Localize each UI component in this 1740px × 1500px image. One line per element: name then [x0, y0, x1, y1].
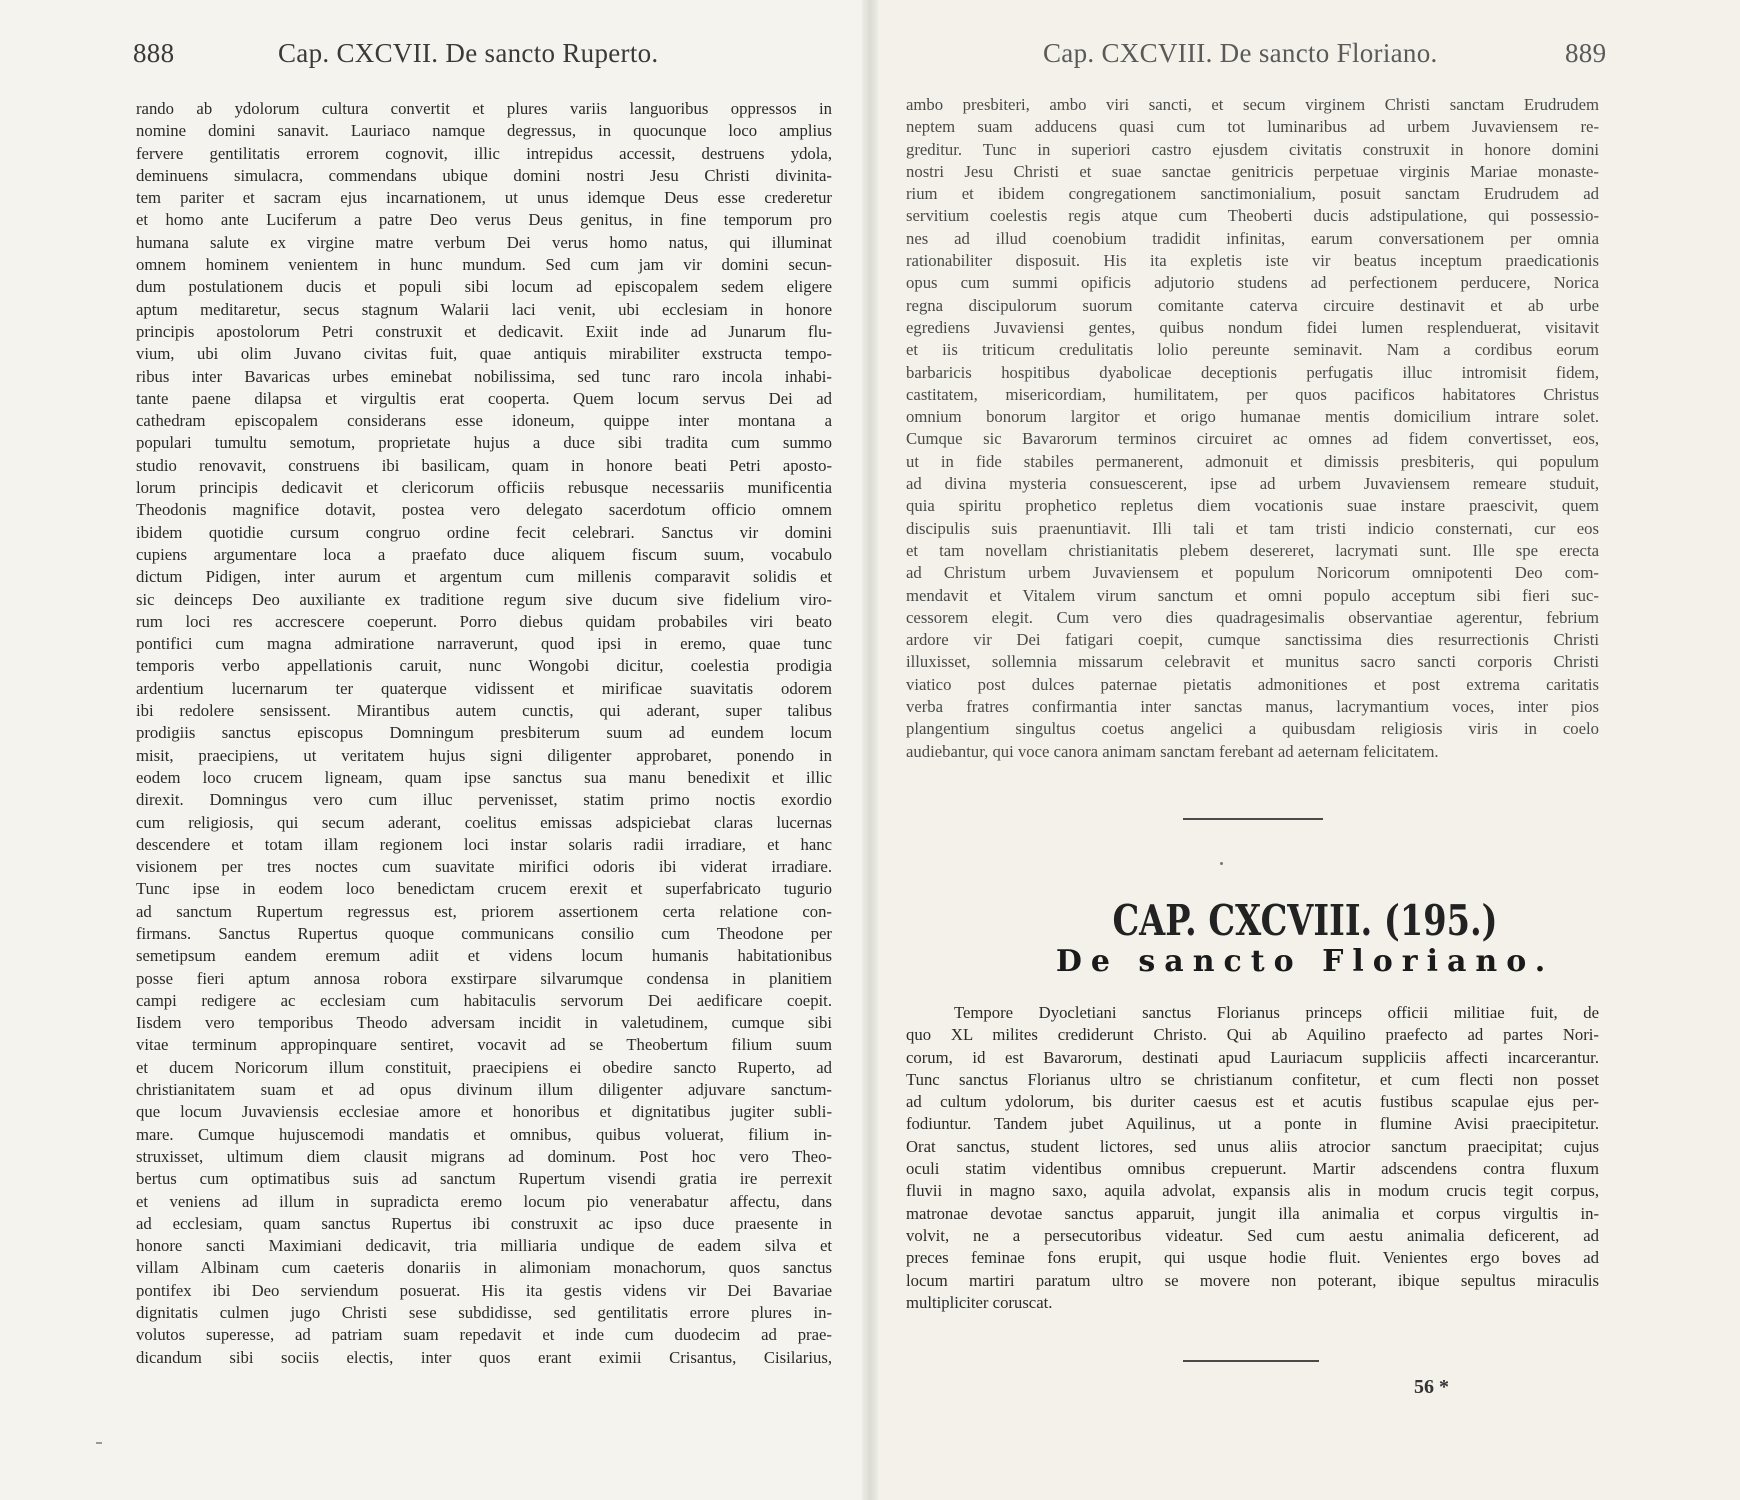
text-line: Theodonis magnifice dotavit, postea vero delegato sacerdotum officio omnem: [136, 500, 832, 520]
text-line: et ducem Noricorum illum constituit, praecipiens ei obedire sancto Ruperto, ad: [136, 1057, 832, 1077]
text-line: mare. Cumque hujuscemodi mandatis et omnibus, quibus voluerat, filium in-: [136, 1124, 832, 1144]
text-line: eodem loco crucem ligneam, quam ipse sanctus sua manu benedixit et illic: [136, 767, 832, 787]
text-line: rum loci res accrescere coeperunt. Porro diebus quidam probabiles viri beato: [136, 611, 832, 631]
text-line: que locum Juvaviensis ecclesiae amore et honoribus et dignitatibus jugiter subli-: [136, 1102, 832, 1122]
text-line: ibidem quotidie cursum congruo ordine fecit celebrari. Sanctus vir domini: [136, 522, 832, 542]
text-line: visionem per tres noctes cum suavitate mirifici odoris ibi viderat irradiare.: [136, 857, 832, 877]
text-line: quo XL milites crediderunt Christo. Qui ab Aquilino praefecto ad partes Nori-: [906, 1025, 1599, 1045]
text-line: quia spiritu prophetico repletus diem vocationis suae instare praescivit, quem: [906, 496, 1599, 516]
text-line: viatico post dulces paternae pietatis admonitiones et post extrema caritatis: [906, 674, 1599, 694]
decorative-dot: [1220, 862, 1223, 865]
text-line: ad ecclesiam, quam sanctus Rupertus ibi construxit ac ipso duce praesente in: [136, 1213, 832, 1233]
text-line: rando ab ydolorum cultura convertit et plures variis languoribus oppressos in: [136, 99, 832, 118]
text-line: ardentium lucernarum ter quaterque vidissent et mirificae suavitatis odorem: [136, 678, 832, 698]
text-line: ribus inter Bavaricas urbes eminebat nobilissima, sed tunc raro incola inhabi-: [136, 366, 832, 386]
text-line: ardore vir Dei fatigari coepit, cumque sanctissima dies resurrectionis Christi: [906, 630, 1599, 650]
text-line: pontifici cum magna admiratione narraverunt, quod ipsi in eremo, quae tunc: [136, 634, 832, 654]
text-line: regna discipulorum suorum comitante caterva circuire destinavit et ab urbe: [906, 295, 1599, 315]
text-line: et homo ante Luciferum a patre Deo verus Deus genitus, in fine temporum pro: [136, 210, 832, 230]
text-line: Cumque sic Bavarorum terminos circuiret ac omnes ad fidem convertisset, eos,: [906, 429, 1599, 449]
text-line: Tunc sanctus Florianus ultro se christianum confitetur, et cum flecti non posset: [906, 1069, 1599, 1089]
text-line: dignitatis culmen jugo Christi sese subdidisse, sed gentilitatis errore plures in-: [136, 1303, 832, 1323]
signature-mark: 56 *: [1414, 1376, 1449, 1398]
text-line: ambo presbiteri, ambo viri sancti, et secum virginem Christi sanctam Erudrudem: [906, 95, 1599, 114]
text-line: et tam novellam christianitatis plebem desereret, lacrymati sunt. Ille spe erecta: [906, 540, 1599, 560]
text-line: ut in fide stabiles permanerent, admonuit et dimissis presbiteris, qui populum: [906, 451, 1599, 471]
text-line: locum martiri paratum ultro se movere non poterant, ibique sepultus miraculis: [906, 1270, 1599, 1290]
text-line: illuxisset, sollemnia missarum celebravit et munitus sacro sancti corporis Christi: [906, 652, 1599, 672]
text-line: greditur. Tunc in superiori castro ejusdem civitatis construxit in honore domini: [906, 139, 1599, 159]
text-line: plangentium singultus coetus angelici a quibusdam religiosis viris in coelo: [906, 719, 1599, 739]
text-line: nomine domini sanavit. Lauriaco namque degressus, in quocunque loco amplius: [136, 121, 832, 141]
text-line: multipliciter coruscat.: [906, 1292, 1053, 1312]
text-line: deminuens simulacra, commendans ubique domini nostri Jesu Christi divinita-: [136, 165, 832, 185]
text-line: fodiuntur. Tandem jubet Aquilinus, ut a ponte in flumine Avisi praecipitetur.: [906, 1114, 1599, 1134]
text-line: bertus cum optimatibus suis ad sanctum Rupertum visendi gratia ire perrexit: [136, 1169, 832, 1189]
text-line: firmans. Sanctus Rupertus quoque communicans consilio cum Theodone per: [136, 923, 832, 943]
text-line: descendere et totam illam regionem loci instar solaris radii irradiare, et hanc: [136, 834, 832, 854]
left-body-text: [136, 98, 832, 1370]
text-line: direxit. Domningus vero cum illuc pervenisset, statim primo noctis exordio: [136, 790, 832, 810]
text-line: castitatem, misericordiam, humilitatem, per quos pacificos habitatores Christus: [906, 384, 1599, 404]
text-line: cum religiosis, qui secum aderant, coelitus emissas adspiciebat claras lucernas: [136, 812, 832, 832]
text-line: humana salute ex virgine matre verbum Dei verus homo natus, qui illuminat: [136, 232, 832, 252]
text-line: tante paene dilapsa et virgultis erat cooperta. Quem locum servus Dei ad: [136, 388, 832, 408]
page-mark: [96, 1442, 102, 1444]
text-line: tem pariter et sacram ejus incarnationem, ut unus idemque Deus esse crederetur: [136, 188, 832, 208]
text-line: dictum Pidigen, inter aurum et argentum cum millenis comparavit solidis et: [136, 567, 832, 587]
text-line: dum postulationem ducis et populi sibi locum ad episcopalem sedem eligere: [136, 277, 832, 297]
text-line: matronae devotae sanctus apparuit, jungit illa animalia et corpus virgultis in-: [906, 1203, 1599, 1223]
text-line: principis apostolorum Petri construxit et dedicavit. Exiit inde ad Junarum flu-: [136, 321, 832, 341]
text-line: cathedram episcopalem considerans esse idoneum, quippe inter montana a: [136, 411, 832, 431]
right-body-text-top: [906, 94, 1599, 767]
text-line: volvit, ne a persecutoribus videatur. Sed cum aestu animalia deficerent, ad: [906, 1225, 1599, 1245]
text-line: Tunc ipse in eodem loco benedictam crucem erexit et superfabricato tugurio: [136, 879, 832, 899]
text-line: fluvii in magno saxo, aquila advolat, expansis alis in modum crucis tegit corpus,: [906, 1181, 1599, 1201]
text-line: mendavit et Vitalem virum sanctum et omni populo acceptum sibi fieri suc-: [906, 585, 1599, 605]
text-line: semetipsum eandem eremum adiit et videns locum humanis habitationibus: [136, 946, 832, 966]
text-line: sic deinceps Deo auxiliante ex traditione regum sive ducum sive fidelium viro-: [136, 589, 832, 609]
text-line: vium, ubi olim Juvano civitas fuit, quae antiquis mirabiliter exstructa tempo-: [136, 344, 832, 364]
text-line: aptum meditaretur, secus stagnum Walarii laci venit, ubi ecclesiam in honore: [136, 299, 832, 319]
text-line: rationabiliter disposuit. His ita expletis iste vir beatus inceptum praedicationis: [906, 251, 1599, 271]
text-line: ad sanctum Rupertum regressus est, priorem assertionem certa relatione con-: [136, 901, 832, 921]
text-line: lorum principis dedicavit et clericorum officiis rebusque necessariis munificentia: [136, 478, 832, 498]
section-divider-rule: [1183, 818, 1323, 820]
text-line: ad cultum ydolorum, bis duriter caesus est et acutis fustibus scapulae ejus per-: [906, 1092, 1599, 1112]
text-line: temporis verbo appellationis caruit, nunc Wongobi dicitur, coelestia prodigia: [136, 656, 832, 676]
text-line: audiebantur, qui voce canora animam sanctam ferebant ad aeternam felicitatem.: [906, 741, 1439, 761]
text-line: neptem suam adducens quasi cum tot luminaribus ad urbem Juvaviensem re-: [906, 117, 1599, 137]
text-line: prodigiis sanctus episcopus Domningum presbiterum suum ad eundem locum: [136, 723, 832, 743]
text-line: et veniens ad illum in supradicta eremo locum pio venerabatur affectu, dans: [136, 1191, 832, 1211]
text-line: studio renovavit, construens ibi basilicam, quam in honore beati Petri aposto-: [136, 455, 832, 475]
text-line: ad Christum urbem Juvaviensem et populum Noricorum omnipotenti Deo com-: [906, 563, 1599, 583]
text-line: nes ad illud coenobium tradidit infinitas, earum conversationem per omnia: [906, 228, 1599, 248]
right-page-number: 889: [1565, 38, 1607, 68]
right-body-text-bottom: [906, 1002, 1599, 1312]
text-line: villam Albinam cum caeteris donariis in alimoniam monachorum, quos sanctus: [136, 1258, 832, 1278]
text-line: oculi statim videntibus omnibus crepuerunt. Martir adscendens contra fluxum: [906, 1159, 1599, 1179]
end-divider-rule: [1183, 1360, 1319, 1362]
text-line: ad divina mysteria consuescerent, ipse ad urbem Juvaviensem remeare studuit,: [906, 474, 1599, 494]
text-line: honore sancti Maximiani dedicavit, tria milliaria undique de eadem silva et: [136, 1236, 832, 1256]
left-page-number: 888: [133, 38, 175, 68]
chapter-subtitle: De sancto Floriano.: [1055, 944, 1555, 979]
text-line: omnem hominem venientem in hunc mundum. Sed cum jam vir domini secun-: [136, 255, 832, 275]
text-line: et iis triticum credulitatis lolio pereunte seminavit. Nam a cordibus eorum: [906, 340, 1599, 360]
text-line: populari tumultu semotum, proprietate hujus a duce sibi tradita cum summo: [136, 433, 832, 453]
text-line: posse fieri aptum annosa robora exstirpare silvarumque condensa in planitiem: [136, 968, 832, 988]
text-line: fervere gentilitatis errorem cognovit, illic intrepidus accessit, destruens ydola,: [136, 143, 832, 163]
text-line: vitae terminum appropinquare sentiret, vocavit ad se Theobertum filium suum: [136, 1035, 832, 1055]
text-line: ibi redolere sensissent. Mirantibus autem cunctis, qui aderant, super talibus: [136, 701, 832, 721]
text-line: Tempore Dyocletiani sanctus Florianus princeps officii militiae fuit, de: [954, 1003, 1599, 1022]
text-line: struxisset, ultimum diem clausit migrans ad dominum. Post hoc vero Theo-: [136, 1146, 832, 1166]
left-running-title: Cap. CXCVII. De sancto Ruperto.: [278, 38, 659, 68]
text-line: rium et ibidem congregationem sanctimonialium, posuit sanctam Erudrudem ad: [906, 184, 1599, 204]
text-line: corum, id est Bavarorum, destinati apud Lauriacum suppliciis affecti incarcerantur.: [906, 1047, 1599, 1067]
right-running-title: Cap. CXCVIII. De sancto Floriano.: [1043, 38, 1438, 68]
text-line: christianitatem suam et ad opus divinum illum diligenter adjuvare sanctum-: [136, 1080, 832, 1100]
text-line: Orat sanctus, student lictores, sed unus aliis atrocior sanctum praecipitat; cujus: [906, 1136, 1599, 1156]
text-line: cessorem elegit. Cum vero dies quadragesimalis observantiae agerentur, febrium: [906, 607, 1599, 627]
text-line: nostri Jesu Christi et suae sanctae genitricis perpetuae virginis Mariae monaste-: [906, 161, 1599, 181]
text-line: discipulis suis praenuntiavit. Illi tali et tam tristi indicio consternati, cur eos: [906, 518, 1599, 538]
text-line: dicandum sibi sociis electis, inter quos erant eximii Crisantus, Cisilarius,: [136, 1347, 832, 1367]
text-line: volutos superesse, ad patriam suam repedavit et inde cum duodecim ad prae-: [136, 1325, 832, 1345]
text-line: opus cum summi opificis adjutorio studens ad perfectionem perducere, Norica: [906, 273, 1599, 293]
text-line: egrediens Juvaviensi gentes, quibus nondum fidei lumen resplenduerat, visitavit: [906, 317, 1599, 337]
book-gutter: [862, 0, 878, 1500]
text-line: Iisdem vero temporibus Theodo adversam incidit in valetudinem, cumque sibi: [136, 1013, 832, 1033]
text-line: omnium bonorum largitor et origo humanae mentis domicilium intrare solet.: [906, 407, 1599, 427]
text-line: misit, praecipiens, ut veritatem hujus signi diligenter approbaret, ponendo in: [136, 745, 832, 765]
text-line: verba fratres confirmantia inter sanctas manus, lacrymantium voces, inter pios: [906, 697, 1599, 717]
text-line: preces feminae fons erupit, qui usque hodie fluit. Venientes ergo boves ad: [906, 1248, 1599, 1268]
text-line: servitium coelestis regis atque cum Theoberti ducis adstipulatione, qui possessio-: [906, 206, 1599, 226]
text-line: campi redigere ac ecclesiam cum habitaculis servorum Dei aedificare coepit.: [136, 990, 832, 1010]
chapter-heading: CAP. CXCVIII. (195.): [1112, 896, 1498, 945]
text-line: barbaricis hospitibus dyabolicae deceptionis perfugatis illuc intromisit fidem,: [906, 362, 1599, 382]
text-line: pontifex ibi Deo serviendum posuerat. His ita gestis videns vir Dei Bavariae: [136, 1280, 832, 1300]
text-line: cupiens argumentare loca a praefato duce aliquem fiscum suum, vocabulo: [136, 544, 832, 564]
